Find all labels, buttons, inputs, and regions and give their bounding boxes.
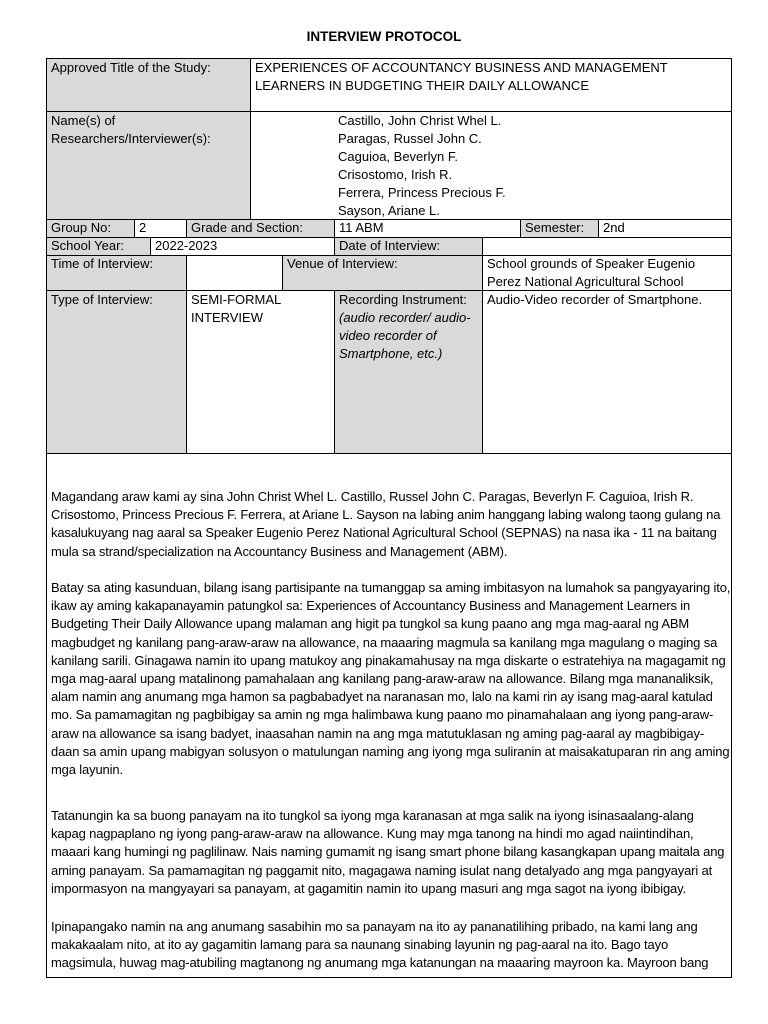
paragraph-text: Magandang araw kami ay sina John Christ Whel L. Castillo, Russel John C. Paragas, Beverlyn F. Caguioa, Irish R. Crisostomo, Princess Precious F. Ferrera, at Ariane L. Sayson na labing anim hanggang labing walong taong gulang na kasalukuyang nag aaral sa Speaker Eugenio Perez National Agricultural School (SEPNAS) na nasa ika - 11 na baitang mula sa strand/specialization na Accountancy Business and Management (ABM).	[51, 489, 721, 559]
instrument-cell	[335, 290, 482, 364]
researchers-list	[334, 111, 634, 221]
school-year-value: 2022-2023	[155, 238, 218, 253]
instrument-hint: (audio recorder/ audio-video recorder of Smartphone, etc.)	[339, 310, 471, 361]
intro-paragraph	[51, 488, 731, 561]
researchers-label: Name(s) of Researchers/Interviewer(s):	[51, 113, 211, 146]
group-no-value: 2	[139, 220, 147, 235]
researcher-name: Paragas, Russel John C.	[338, 131, 482, 146]
semester-value: 2nd	[603, 220, 625, 235]
page-title: INTERVIEW PROTOCOL	[306, 29, 462, 44]
interview-paragraph	[51, 807, 731, 898]
grade-section-value: 11 ABM	[339, 220, 384, 235]
row-divider	[46, 453, 732, 454]
confidentiality-paragraph	[51, 918, 731, 973]
paragraph-text: Batay sa ating kasunduan, bilang isang partisipante na tumanggap sa aming imbitasyon na lumahok sa pangyayaring ito, ikaw ay aming kakapanayamin patungkol sa: Experiences of Accountancy Business and Management Learners in Budgeting Their Daily Allowance upang malaman ang higit pa tungkol sa kung paano ang mga mag-aaral ng ABM magbudget ng kanilang pang-araw-araw na allowance, na maaaring magmula sa kanilang mga magulang o maging sa kanilang sarili. Ginagawa namin ito upang matukoy ang pinakamahusay na mga diskarte o estratehiya na magagamit ng mga mag-aaral upang matalinong pamahalaan ang kanilang pang-araw-araw na allowance. Bilang mga mananaliksik, alam namin ang anumang mga hamon sa pagbabadyet na naranasan mo, lalo na kami rin ay isang mag-aaral katulad mo. Sa pamamagitan ng pagbibigay sa amin ng mga halimbawa kung paano mo pinamahalaan ang iyong pang-araw-araw na allowance sa isang badyet, inaasahan namin na ang mga matutuklasan ng aming pag-aaral ay magbibigay-daan sa amin upang mabigyan solusyon o matulungan naming ang iyong mga suliranin at maisakatuparan rin ang aming mga layunin.	[51, 580, 731, 778]
instrument-label: Recording Instrument:	[339, 292, 467, 307]
researcher-name: Sayson, Ariane L.	[338, 203, 440, 218]
paragraph-text: Tatanungin ka sa buong panayam na ito tungkol sa iyong mga karanasan at mga salik na iyong isinasaalang-alang kapag nagpaplano ng iyong pang-araw-araw na allowance. Kung may mga tanong na hindi mo agad naiintindihan, maaari kang humingi ng paglilinaw. Nais naming gumamit ng isang smart phone bilang kasangkapan upang maitala ang aming panayam. Sa pamamagitan ng paggamit nito, magagawa naming isulat nang detalyado ang mga pangyayari at impormasyon na mangyayari sa panayam, at gagamitin namin ito upang masuri ang mga sagot na iyong ibibigay.	[51, 808, 725, 896]
instrument-value: Audio-Video recorder of Smartphone.	[487, 292, 703, 307]
date-label: Date of Interview:	[339, 238, 441, 253]
group-no-label: Group No:	[51, 220, 111, 235]
researcher-name: Crisostomo, Irish R.	[338, 167, 453, 182]
date-value	[483, 236, 731, 238]
researcher-name: Caguioa, Beverlyn F.	[338, 149, 458, 164]
venue-label: Venue of Interview:	[287, 256, 398, 271]
col-divider	[482, 290, 483, 453]
study-title-label: Approved Title of the Study:	[51, 60, 211, 75]
type-value: SEMI-FORMAL INTERVIEW	[191, 292, 281, 325]
venue-value: School grounds of Speaker Eugenio Perez National Agricultural School	[487, 256, 696, 289]
time-value	[187, 254, 282, 256]
type-label: Type of Interview:	[51, 292, 153, 307]
researcher-name: Ferrera, Princess Precious F.	[338, 185, 506, 200]
grade-section-label: Grade and Section:	[191, 220, 304, 235]
agreement-paragraph	[51, 579, 731, 779]
study-title-value: EXPERIENCES OF ACCOUNTANCY BUSINESS AND MANAGEMENT LEARNERS IN BUDGETING THEIR DAILY ALLOWANCE	[255, 60, 668, 93]
time-label: Time of Interview:	[51, 256, 154, 271]
researcher-name: Castillo, John Christ Whel L.	[338, 113, 502, 128]
col-divider	[186, 255, 187, 290]
col-divider	[482, 237, 483, 255]
semester-label: Semester:	[525, 220, 585, 235]
paragraph-text: Ipinapangako namin na ang anumang sasabihin mo sa panayam na ito ay pananatilihing pribado, na kami lang ang makakaalam nito, at ito ay gagamitin lamang para sa naunang sinabing layunin ng pag-aaral na ito. Bago tayo magsimula, huwag mag-atubiling magtanong ng anumang mga katanungan na maaaring mayroon ka. Mayroon bang	[51, 919, 709, 971]
school-year-label: School Year:	[51, 238, 125, 253]
